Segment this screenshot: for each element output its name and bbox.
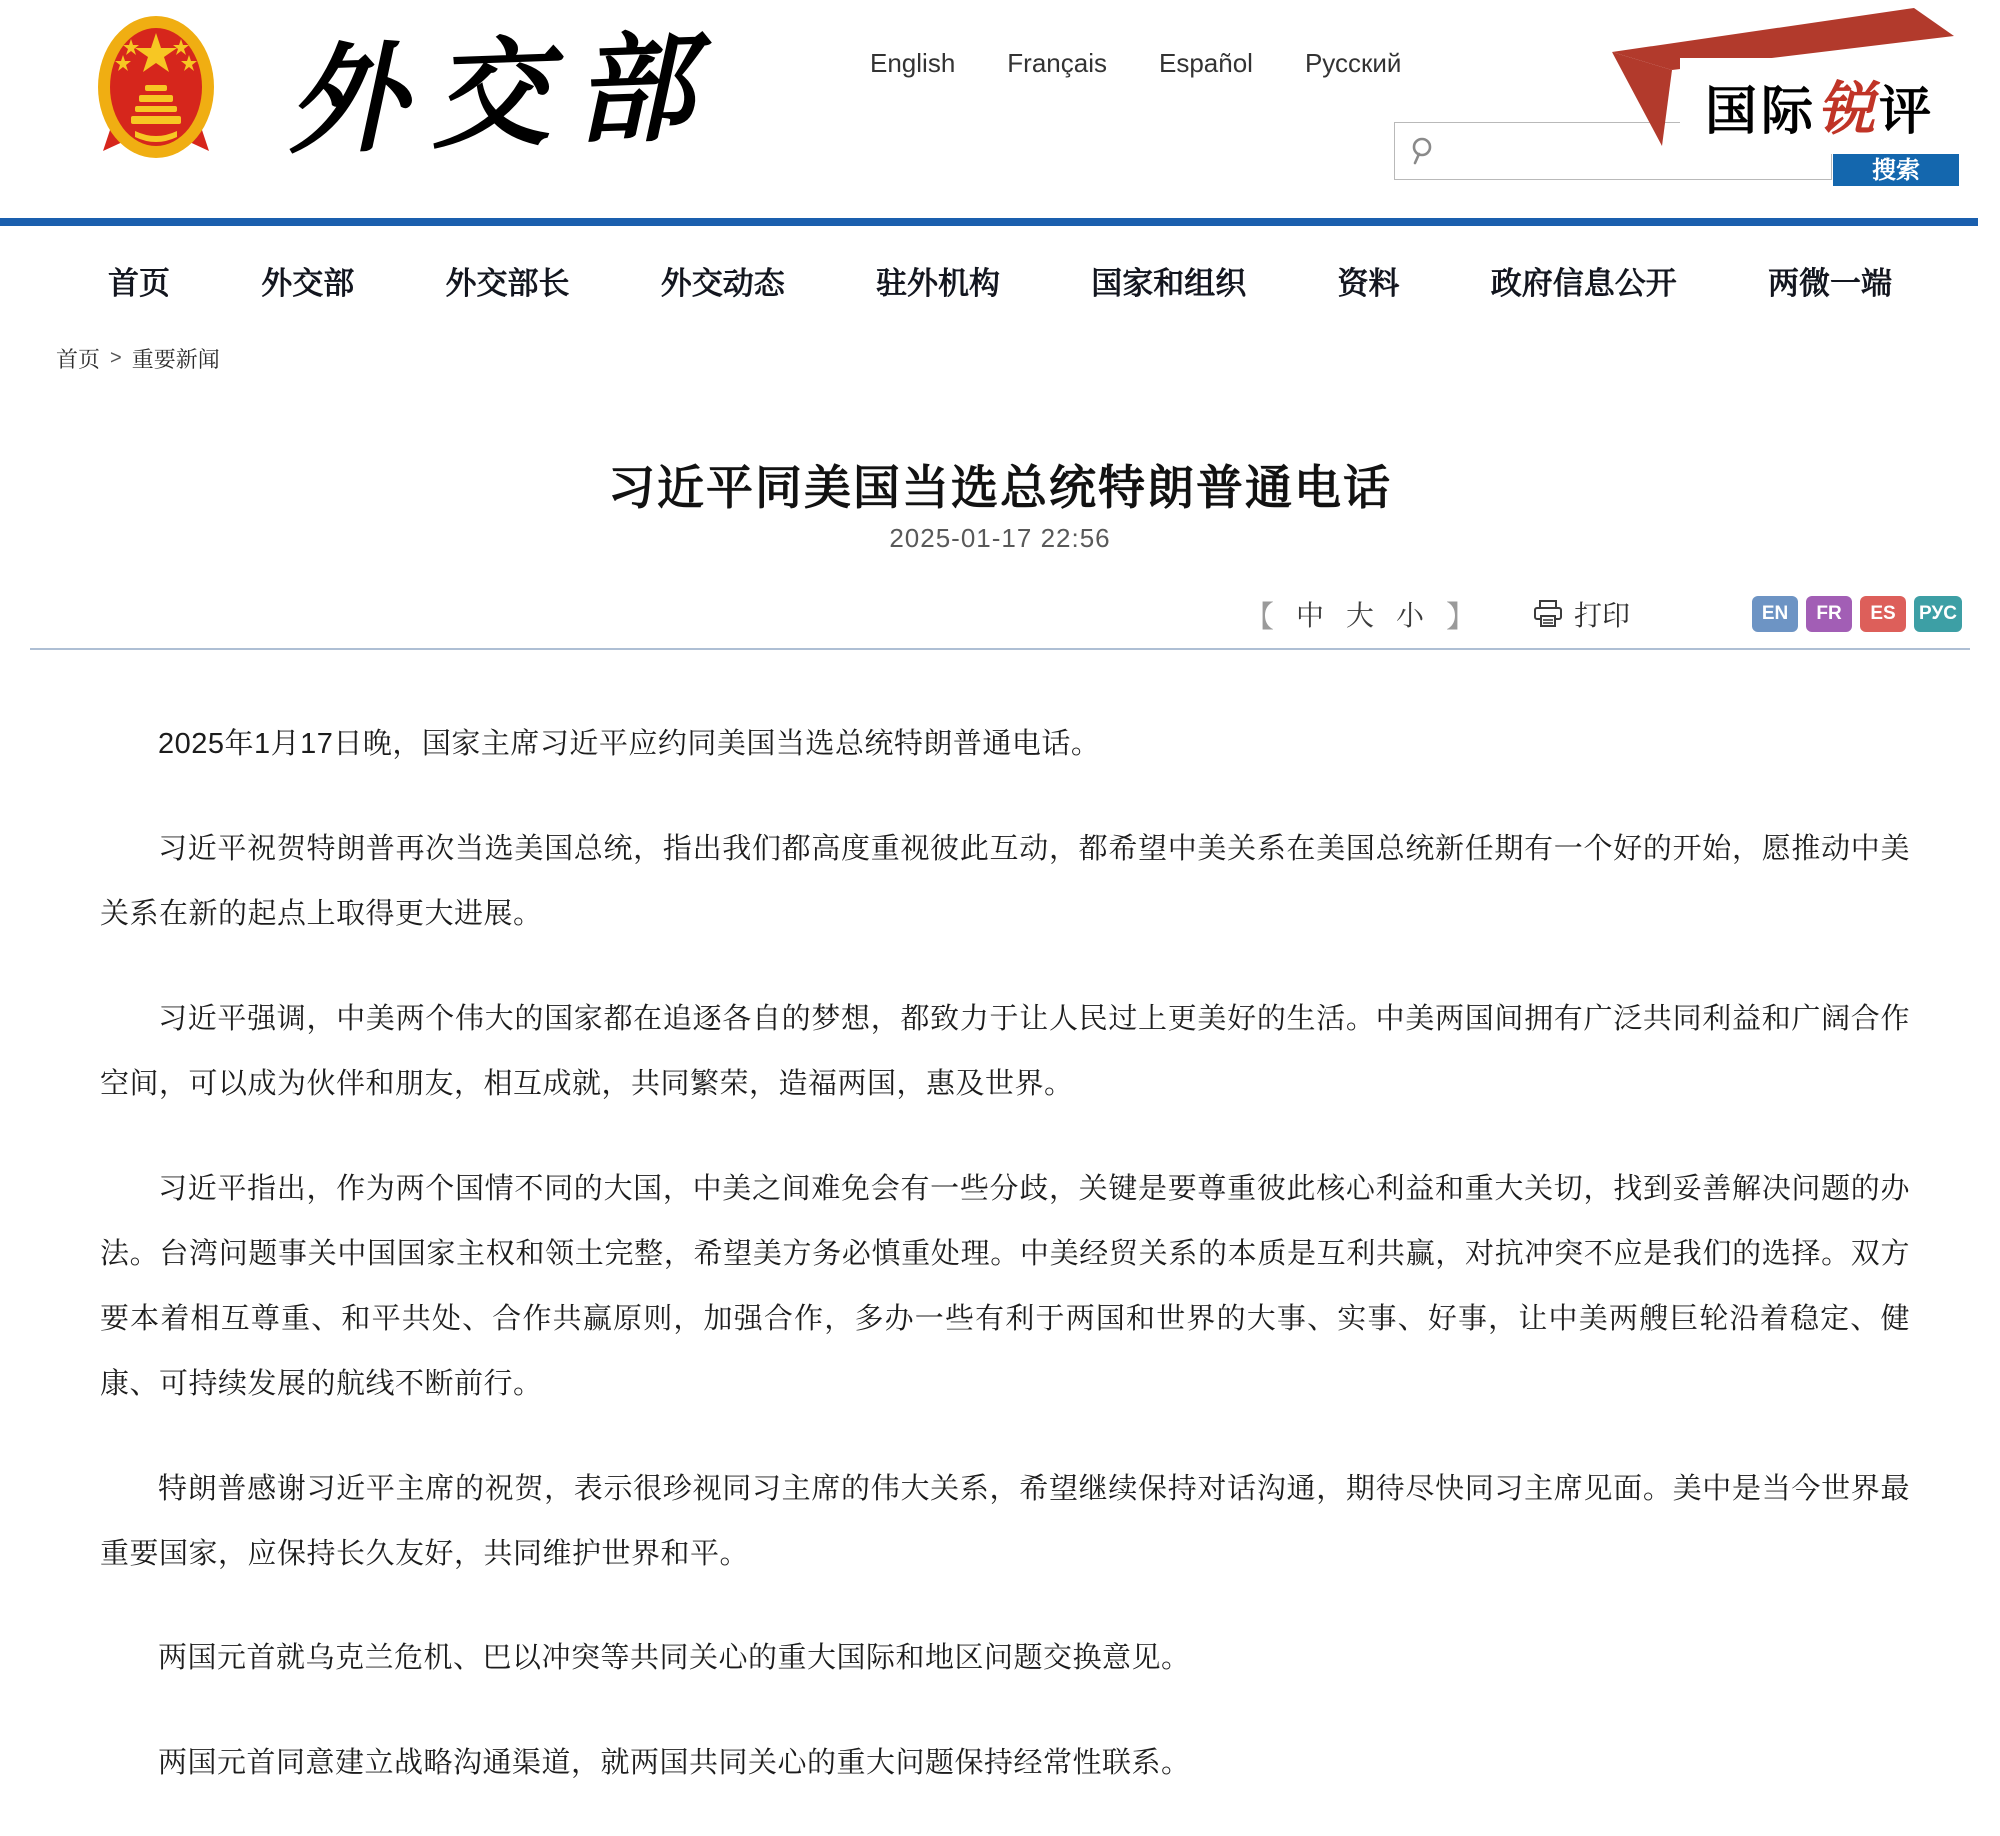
- header-divider: [0, 218, 1978, 226]
- nav-item-missions[interactable]: 驻外机构: [876, 265, 1000, 301]
- nav-item-home[interactable]: 首页: [108, 265, 170, 301]
- breadcrumb-home[interactable]: 首页: [56, 347, 101, 372]
- toolbar-divider: [30, 648, 1970, 650]
- breadcrumb: [56, 343, 220, 374]
- print-button[interactable]: [1532, 594, 1630, 634]
- article-paragraph: 习近平祝贺特朗普再次当选美国总统，指出我们都高度重视彼此互动，都希望中美关系在美国总统新任期有一个好的开始，愿推动中美关系在新的起点上取得更大进展。: [100, 832, 1910, 930]
- breadcrumb-section[interactable]: 重要新闻: [131, 347, 220, 372]
- nav-item-mfa[interactable]: 外交部: [261, 265, 355, 301]
- nav-item-activities[interactable]: 外交动态: [660, 265, 785, 301]
- intl-sharp-commentary-banner[interactable]: [1608, 6, 1966, 152]
- page-title: 习近平同美国当选总统特朗普通电话: [608, 461, 1392, 515]
- nav-item-minister[interactable]: 外交部长: [445, 265, 570, 301]
- lang-link-francais[interactable]: Français: [1007, 48, 1107, 78]
- printer-icon: [1532, 599, 1564, 629]
- article-paragraph: 两国元首同意建立战略沟通渠道，就两国共同关心的重大问题保持经常性联系。: [158, 1747, 1191, 1780]
- site-logo[interactable]: [95, 13, 722, 171]
- font-size-large-button[interactable]: 大: [1345, 600, 1374, 631]
- breadcrumb-separator: >: [110, 347, 122, 369]
- article-paragraph: 习近平指出，作为两个国情不同的大国，中美之间难免会有一些分歧，关键是要尊重彼此核心利益和重大关切，找到妥善解决问题的办法。台湾问题事关中国国家主权和领土完整，希望美方务必慎重处理。中美经贸关系的本质是互利共赢，对抗冲突不应是我们的选择。双方要本着相互尊重、和平共处、合作共赢原则，加强合作，多办一些有利于两国和世界的大事、实事、好事，让中美两艘巨轮沿着稳定、健康、可持续发展的航线不断前行。: [100, 1172, 1910, 1400]
- search-icon: [1409, 136, 1439, 166]
- nav-item-gov-info[interactable]: 政府信息公开: [1490, 265, 1677, 301]
- badge-en[interactable]: EN: [1752, 596, 1798, 632]
- bracket-open: 【: [1243, 601, 1274, 634]
- article-paragraph: 2025年1月17日晚，国家主席习近平应约同美国当选总统特朗普通电话。: [158, 728, 1101, 760]
- nav-item-resources[interactable]: 资料: [1337, 265, 1400, 301]
- print-label: 打印: [1574, 600, 1631, 631]
- article-toolbar: [1244, 592, 1962, 636]
- badge-rus[interactable]: РУС: [1914, 596, 1962, 632]
- font-size-medium-button[interactable]: 中: [1295, 600, 1324, 631]
- badge-es[interactable]: ES: [1860, 596, 1906, 632]
- article-paragraph: 两国元首就乌克兰危机、巴以冲突等共同关心的重大国际和地区问题交换意见。: [158, 1642, 1191, 1675]
- lang-link-espanol[interactable]: Español: [1158, 48, 1253, 78]
- banner-text: 国际锐评: [1680, 58, 1960, 154]
- main-nav: [0, 240, 2000, 320]
- site-title-calligraphy: 外交部: [284, 16, 722, 171]
- font-size-controls: [1244, 592, 1476, 636]
- lang-link-russian[interactable]: Русский: [1304, 48, 1402, 78]
- article-paragraph: 习近平强调，中美两个伟大的国家都在追逐各自的梦想，都致力于让人民过上更美好的生活。中美两国间拥有广泛共同利益和广阔合作空间，可以成为伙伴和朋友，相互成就，共同繁荣，造福两国，惠及世界。: [100, 1002, 1910, 1100]
- site-header: [0, 0, 2000, 218]
- bracket-close: 】: [1446, 601, 1477, 634]
- national-emblem-icon: [95, 13, 217, 165]
- language-badges: [1752, 596, 1962, 632]
- lang-link-english[interactable]: English: [870, 48, 956, 78]
- search-button[interactable]: 搜索: [1833, 148, 1959, 186]
- badge-fr[interactable]: FR: [1806, 596, 1852, 632]
- language-links: [870, 48, 1401, 79]
- font-size-small-button[interactable]: 小: [1396, 600, 1425, 631]
- article-paragraph: 特朗普感谢习近平主席的祝贺，表示很珍视同习主席的伟大关系，希望继续保持对话沟通，期待尽快同习主席见面。美中是当今世界最重要国家，应保持长久友好，共同维护世界和平。: [100, 1472, 1910, 1570]
- article-body: [100, 712, 1910, 1836]
- nav-item-social-media[interactable]: 两微一端: [1768, 265, 1892, 301]
- article-date: 2025-01-17 22:56: [889, 523, 1111, 553]
- nav-item-countries[interactable]: 国家和组织: [1091, 265, 1247, 301]
